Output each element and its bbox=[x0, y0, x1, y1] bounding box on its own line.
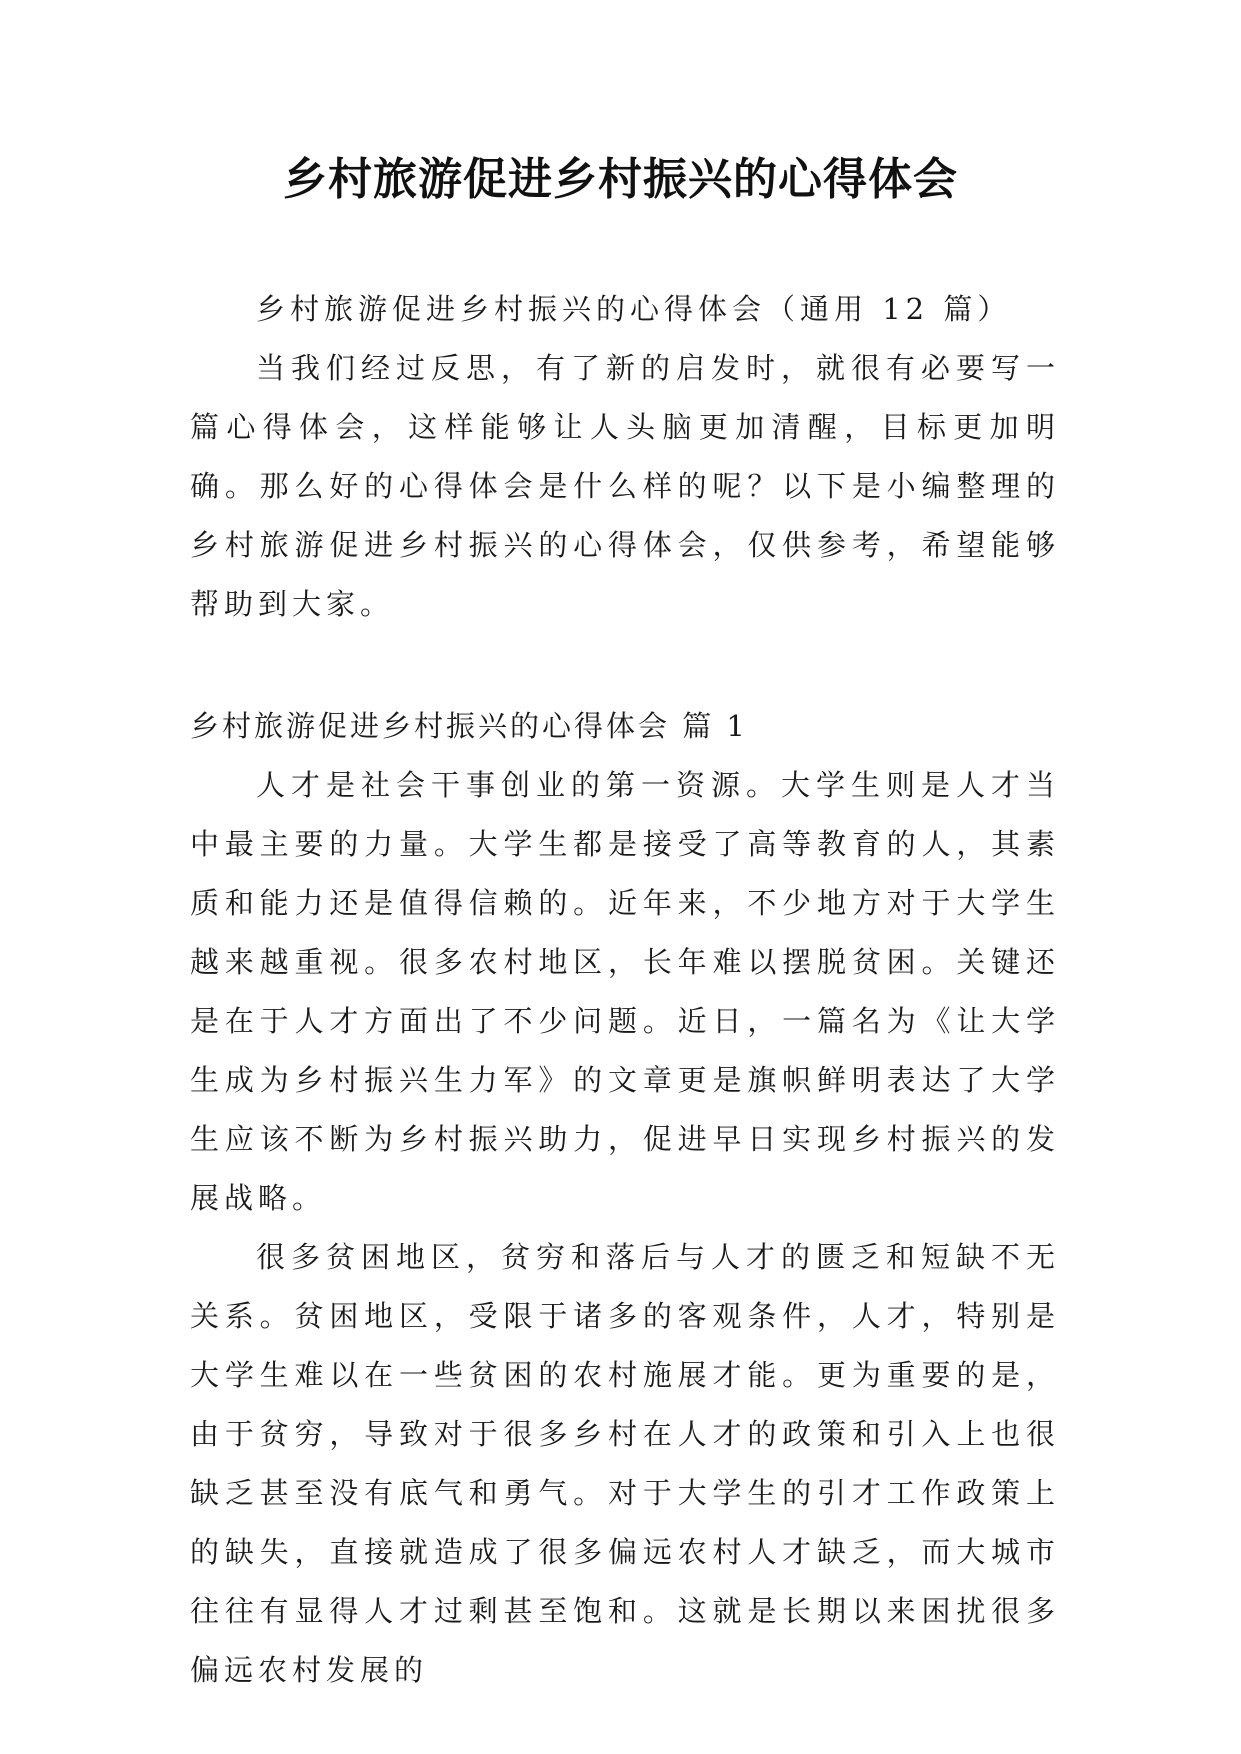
body-paragraph-2: 很多贫困地区，贫穷和落后与人才的匮乏和短缺不无关系。贫困地区，受限于诸多的客观条件，人才，特别是大学生难以在一些贫困的农村施展才能。更为重要的是，由于贫穷，导致对于很多乡村在人才的政策和引入上也很缺乏甚至没有底气和勇气。对于大学生的引才工作政策上的缺失，直接就造成了很多偏远农村人才缺乏，而大城市往往有显得人才过剩甚至饱和。这就是长期以来困扰很多偏远农村发展的 bbox=[190, 1240, 1060, 1687]
section-heading: 乡村旅游促进乡村振兴的心得体会 篇 1 bbox=[190, 709, 748, 743]
document-body bbox=[190, 280, 1060, 1700]
section-spacer bbox=[190, 634, 1060, 697]
subtitle-line: 乡村旅游促进乡村振兴的心得体会（通用 12 篇） bbox=[256, 292, 1012, 326]
intro-paragraph: 当我们经过反思，有了新的启发时，就很有必要写一篇心得体会，这样能够让人头脑更加清醒，目标更加明确。那么好的心得体会是什么样的呢？以下是小编整理的乡村旅游促进乡村振兴的心得体会，仅供参考，希望能够帮助到大家。 bbox=[190, 351, 1060, 621]
document-title: 乡村旅游促进乡村振兴的心得体会 bbox=[283, 154, 958, 205]
body-paragraph-1: 人才是社会干事创业的第一资源。大学生则是人才当中最主要的力量。大学生都是接受了高等教育的人，其素质和能力还是值得信赖的。近年来，不少地方对于大学生越来越重视。很多农村地区，长年难以摆脱贫困。关键还是在于人才方面出了不少问题。近日，一篇名为《让大学生成为乡村振兴生力军》的文章更是旗帜鲜明表达了大学生应该不断为乡村振兴助力，促进早日实现乡村振兴的发展战略。 bbox=[190, 768, 1060, 1215]
